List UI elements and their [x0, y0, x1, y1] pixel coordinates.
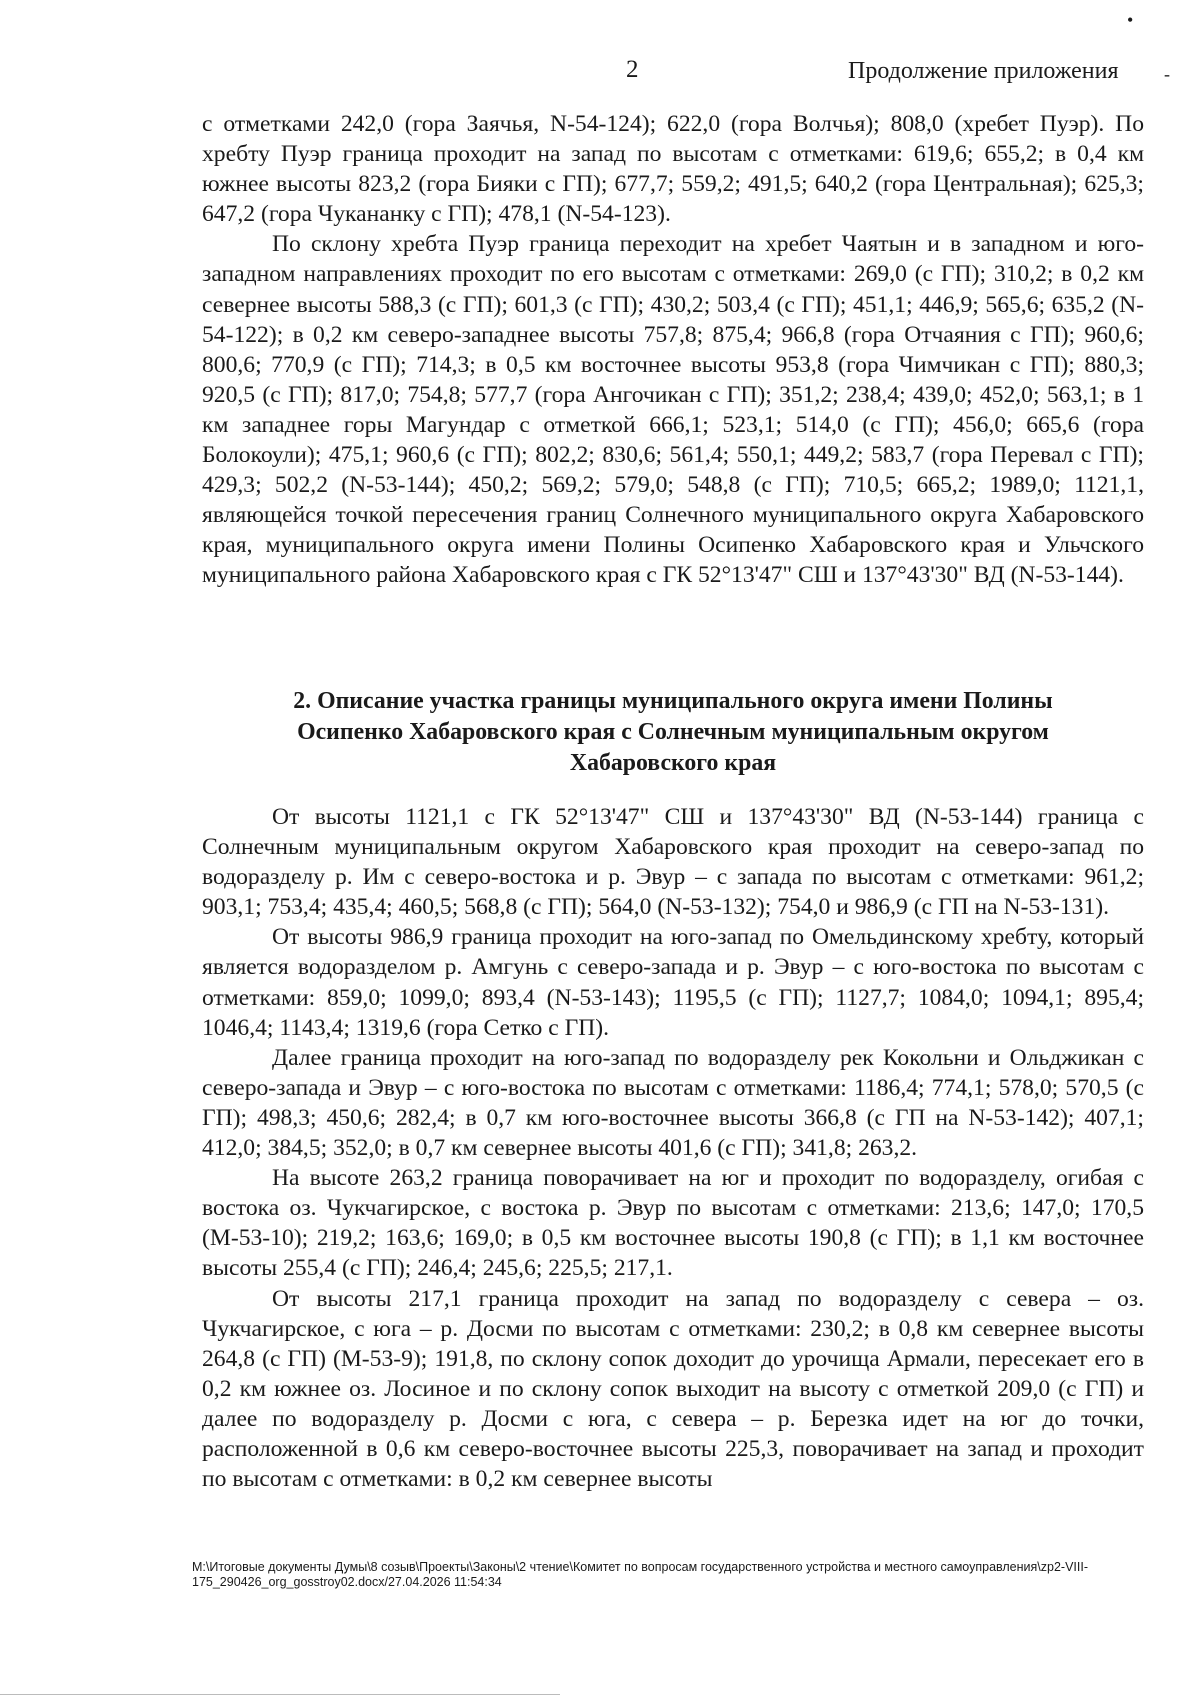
scan-edge-line	[0, 1694, 560, 1695]
continuation-label: Продолжение приложения	[848, 58, 1119, 84]
page-number: 2	[626, 56, 639, 83]
heading-line: 2. Описание участка границы муниципального округа имени Полины	[293, 688, 1053, 714]
paragraph: От высоты 986,9 граница проходит на юго-запад по Омельдинскому хребту, который является водоразделом р. Амгунь с северо-запада и р. Эвур – с юго-востока по высотам с отметками: 859,0; 1099,0; 893,4 (N-53-143); 1195,5 (с ГП); 1127,7; 1084,0; 1094,1; 895,4; 1046,4; 1143,4; 1319,6 (гора Сетко с ГП).	[202, 924, 1144, 1041]
heading-line: Хабаровского края	[569, 749, 777, 776]
paragraph: По склону хребта Пуэр граница переходит на хребет Чаятын и в западном и юго-западном направлениях проходит по его высотам с отметками: 269,0 (с ГП); 310,2; в 0,2 км севернее высоты 588,3 (с ГП); 601,3 (с ГП); 430,2; 503,4 (с ГП); 451,1; 446,9; 565,6; 635,2 (N-54-122); в 0,2 км северо-западнее высоты 757,8; 875,4; 966,8 (гора Отчаяния с ГП); 960,6; 800,6; 770,9 (с ГП); 714,3; в 0,5 км восточнее высоты 953,8 (гора Чимчикан с ГП); 880,3; 920,5 (с ГП); 817,0; 754,8; 577,7 (гора Ангочикан с ГП); 351,2; 238,4; 439,0; 452,0; 563,1; в 1 км западнее горы Магундар с отметкой 666,1; 523,1; 514,0 (с ГП); 456,0; 665,6 (гора Болокоули); 475,1; 960,6 (с ГП); 802,2; 830,6; 561,4; 550,1; 449,2; 583,7 (гора Перевал с ГП); 429,3; 502,2 (N-53-144); 450,2; 569,2; 579,0; 548,8 (с ГП); 710,5; 665,2; 1989,0; 1121,1, являющейся точкой пересечения границ Солнечного муниципального округа Хабаровского края, муниципального округа имени Полины Осипенко Хабаровского края и Ульчского муниципального района Хабаровского края с ГК 52°13'47" СШ и 137°43'30" ВД (N-53-144).	[202, 231, 1144, 589]
paragraph: Далее граница проходит на юго-запад по водоразделу рек Кокольни и Ольджикан с северо-запада и Эвур – с юго-востока по высотам с отметками: 1186,4; 774,1; 578,0; 570,5 (с ГП); 498,3; 450,6; 282,4; в 0,7 км юго-восточнее высоты 366,8 (с ГП на N-53-142); 407,1; 412,0; 384,5; 352,0; в 0,7 км севернее высоты 401,6 (с ГП); 341,8; 263,2.	[202, 1044, 1144, 1162]
paragraph: От высоты 1121,1 с ГК 52°13'47" СШ и 137°43'30" ВД (N-53-144) граница с Солнечным муниципальным округом Хабаровского края проходит на северо-запад по водоразделу р. Им с северо-востока и р. Эвур – с запада по высотам с отметками: 961,2; 903,1; 753,4; 435,4; 460,5; 568,8 (с ГП); 564,0 (N-53-132); 754,0 и 986,9 (с ГП на N-53-131).	[202, 804, 1144, 921]
heading-line: Осипенко Хабаровского края с Солнечным муниципальным округом	[297, 718, 1049, 745]
paragraph: На высоте 263,2 граница поворачивает на юг и проходит по водоразделу, огибая с востока оз. Чукчагирское, с востока р. Эвур по высотам с отметками: 213,6; 147,0; 170,5 (М-53-10); 219,2; 163,6; 169,0; в 0,5 км восточнее высоты 190,8 (с ГП); в 1,1 км восточнее высоты 255,4 (с ГП); 246,4; 245,6; 225,5; 217,1.	[202, 1165, 1144, 1282]
footer-file-path: M:\Итоговые документы Думы\8 созыв\Проекты\Законы\2 чтение\Комитет по вопросам государственного устройства и местного самоуправления\zp2-VIII-175_290426_org_gosstroy02.docx/27.04.2026 11:54:34	[192, 1560, 1088, 1589]
section2-text	[202, 802, 1144, 1494]
scan-speck: •	[1127, 10, 1134, 30]
scan-mark: -	[1164, 64, 1170, 84]
paragraph: с отметками 242,0 (гора Заячья, N-54-124); 622,0 (гора Волчья); 808,0 (хребет Пуэр). По хребту Пуэр граница проходит на запад по высотам с отметками: 619,6; 655,2; в 0,4 км южнее высоты 823,2 (гора Бияки с ГП); 677,7; 559,2; 491,5; 640,2 (гора Центральная); 625,3; 647,2 (гора Чукананку с ГП); 478,1 (N-54-123).	[202, 111, 1144, 228]
paragraph: От высоты 217,1 граница проходит на запад по водоразделу с севера – оз. Чукчагирское, с юга – р. Досми по высотам с отметками: 230,2; в 0,8 км севернее высоты 264,8 (с ГП) (М-53-9); 191,8, по склону сопок доходит до урочища Армали, пересекает его в 0,2 км южнее оз. Лосиное и по склону сопок выходит на высоту с отметкой 209,0 (с ГП) и далее по водоразделу р. Досми с юга, с севера – р. Березка идет на юг до точки, расположенной в 0,6 км северо-восточнее высоты 225,3, поворачивает на запад и проходит по высотам с отметками: в 0,2 км севернее высоты	[202, 1285, 1144, 1493]
section-heading	[202, 686, 1144, 778]
section1-text	[202, 109, 1144, 591]
